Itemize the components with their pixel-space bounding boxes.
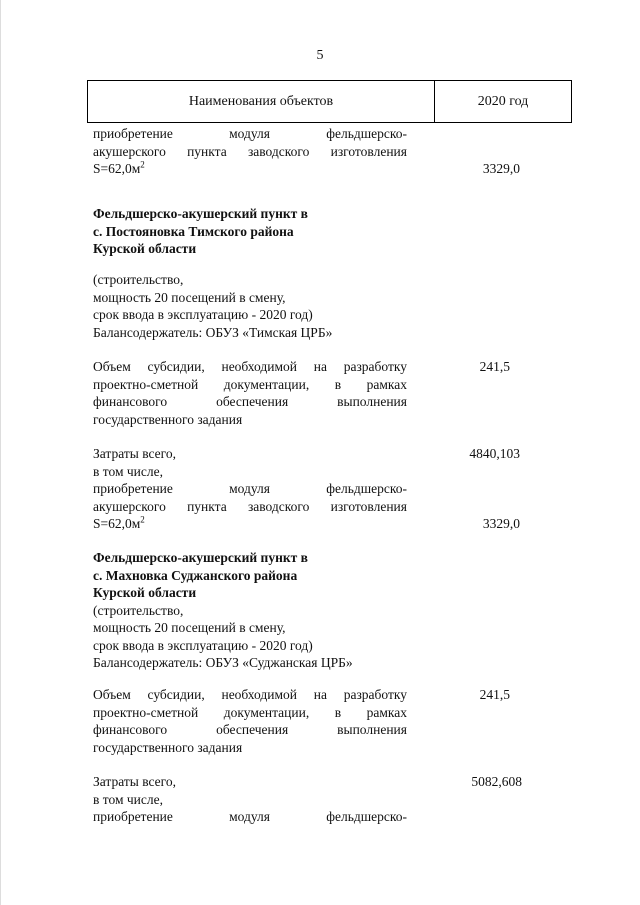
text-line: приобретение модуля фельдшерско- (93, 126, 407, 141)
header-year: 2020 год (477, 93, 529, 109)
total-cost-value-sudzhansky: 5082,608 (471, 774, 522, 789)
text-line: акушерского пункта заводского изготовления (93, 498, 407, 514)
text-line: проектно-сметной документации, в рамках (93, 376, 407, 392)
description-timsky (93, 271, 407, 341)
text-line: проектно-сметной документации, в рамках (93, 704, 407, 720)
title-line: Курской области (93, 585, 197, 600)
module-cost-value-timsky: 3329,0 (482, 516, 520, 531)
text-line: финансового обеспечения выполнения (93, 722, 407, 737)
text-line: Объем субсидии, необходимой на разработку (93, 687, 407, 702)
title-line: Фельдшерско-акушерский пункт в (93, 550, 308, 565)
text-line: акушерского пункта заводского изготовления (93, 143, 407, 159)
text-line: Балансодержатель: ОБУЗ «Тимская ЦРБ» (93, 324, 333, 340)
text-line: финансового обеспечения выполнения (93, 394, 407, 409)
text-line: в том числе, (93, 463, 163, 479)
page-edge (0, 0, 1, 905)
text-line: государственного задания (93, 739, 243, 755)
text-line: государственного задания (93, 411, 243, 427)
title-line: Курской области (93, 241, 197, 256)
text-line: приобретение модуля фельдшерско- (93, 809, 407, 824)
subsidy-timsky (93, 358, 407, 428)
header-objects-name: Наименования объектов (88, 81, 435, 122)
text-line: Затраты всего, (93, 446, 176, 461)
costs-sudzhansky (93, 773, 407, 826)
page-number: 5 (316, 48, 324, 63)
area-line: $S=62,0м^2$ (93, 159, 145, 176)
text-line: мощность 20 посещений в смену, (93, 620, 286, 635)
text-line: срок ввода в эксплуатацию - 2020 год) (93, 307, 313, 322)
text-line: срок ввода в эксплуатацию - 2020 год) (93, 637, 313, 653)
module-cost-value: 3329,0 (482, 161, 520, 176)
text-line: в том числе, (93, 791, 163, 807)
title-line: с. Махновка Суджанского района (93, 567, 298, 583)
section-title-timsky (93, 205, 407, 258)
text-line: Объем субсидии, необходимой на разработку (93, 359, 407, 374)
title-line: с. Постояновка Тимского района (93, 223, 294, 239)
total-cost-value-timsky: 4840,103 (469, 446, 520, 461)
top-continuation (93, 125, 407, 178)
subsidy-value-timsky: 241,5 (479, 359, 510, 374)
text-line: Затраты всего, (93, 774, 176, 789)
costs-timsky (93, 445, 407, 533)
area-line: $S=62,0м^2$ (93, 514, 145, 531)
section-sudzhansky (93, 549, 407, 672)
table-header (87, 80, 572, 123)
subsidy-value-sudzhansky: 241,5 (479, 687, 510, 702)
text-line: Балансодержатель: ОБУЗ «Суджанская ЦРБ» (93, 655, 353, 670)
subsidy-sudzhansky (93, 686, 407, 756)
text-line: мощность 20 посещений в смену, (93, 289, 286, 305)
title-line: Фельдшерско-акушерский пункт в (93, 206, 308, 221)
text-line: (строительство, (93, 272, 184, 287)
text-line: приобретение модуля фельдшерско- (93, 481, 407, 496)
text-line: (строительство, (93, 602, 184, 618)
